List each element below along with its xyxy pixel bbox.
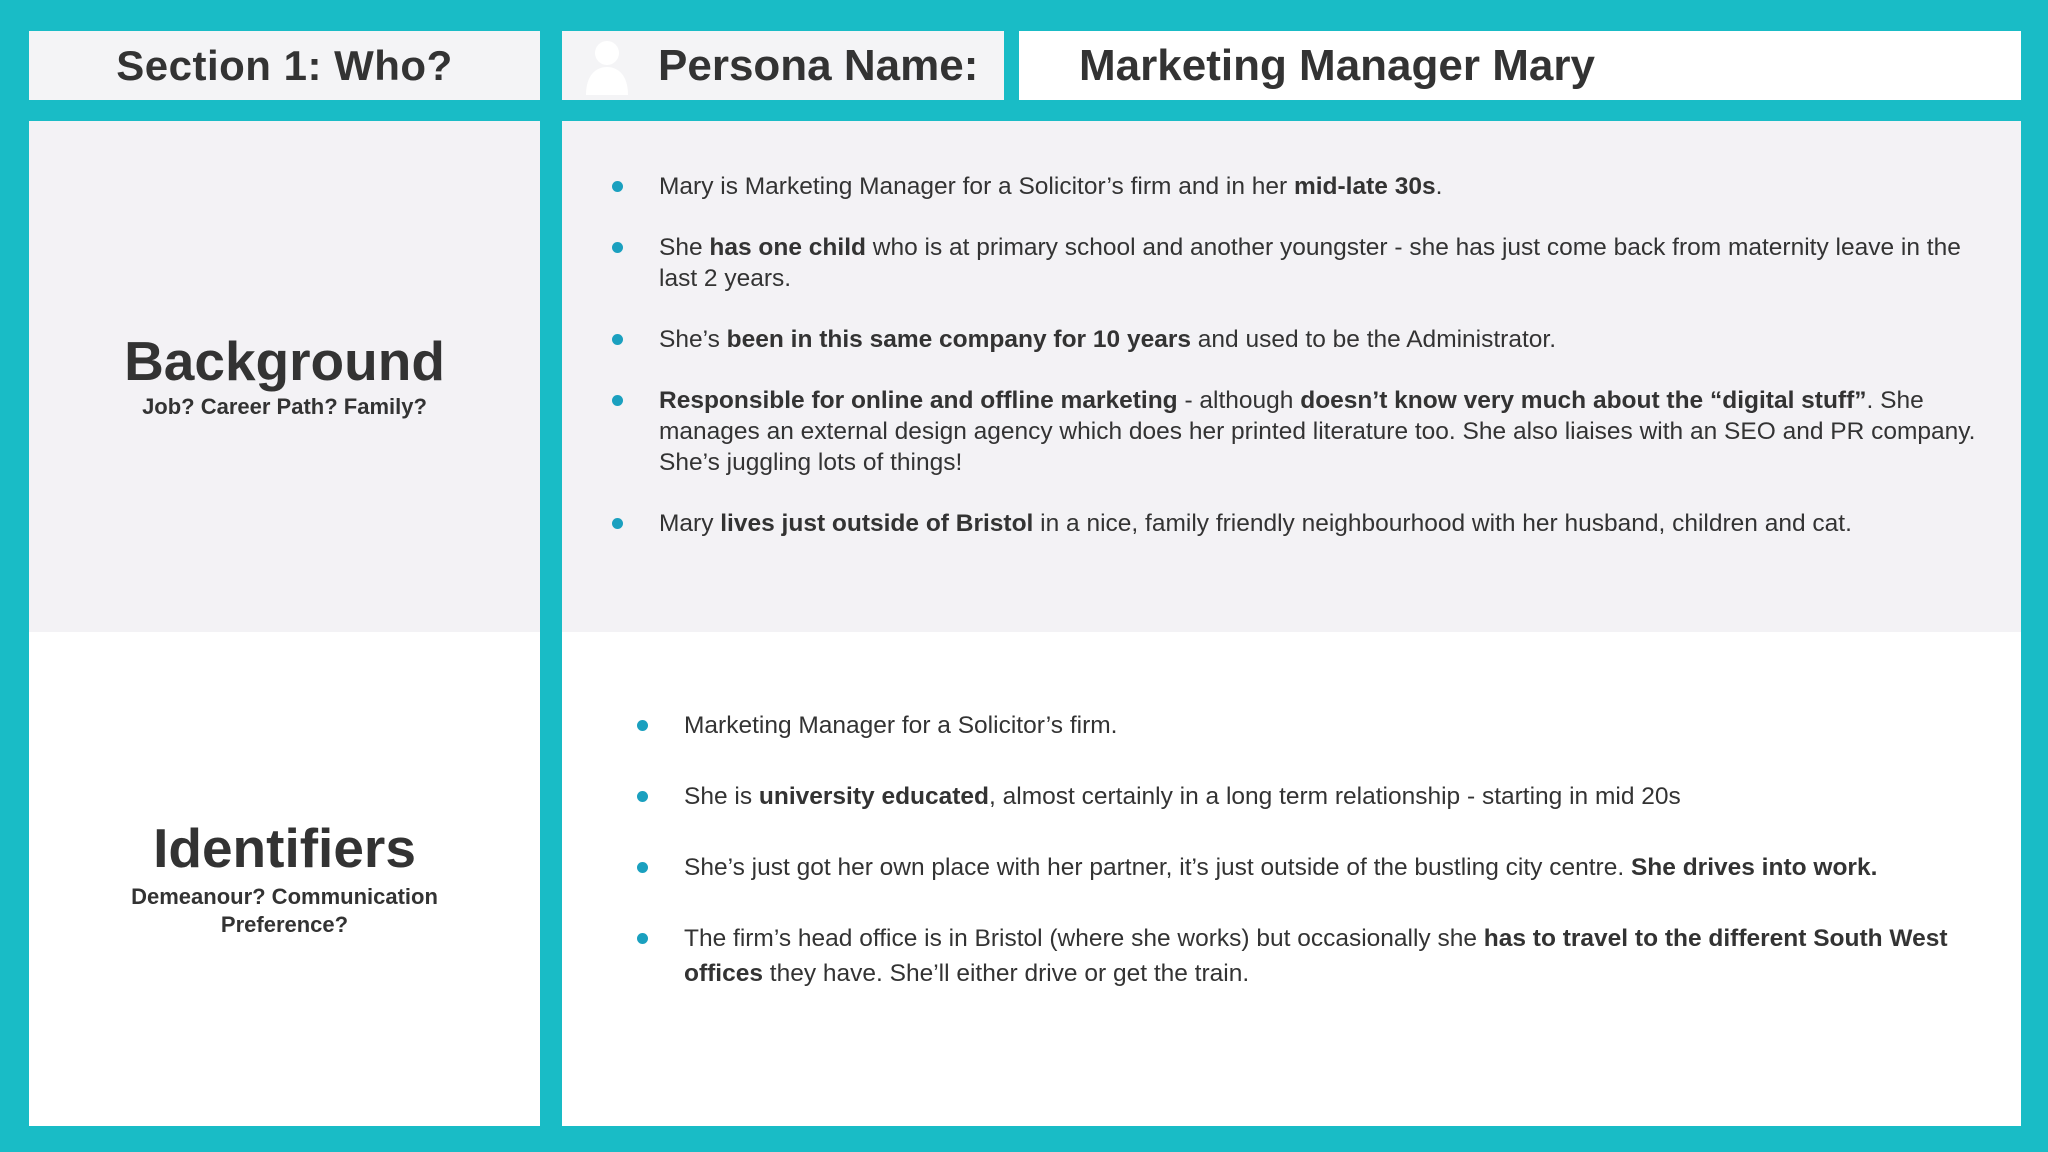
list-item <box>659 385 1999 478</box>
bullet-dot-icon <box>637 791 648 802</box>
identifiers-content-panel <box>562 632 2021 1126</box>
persona-name-label: Persona Name: <box>658 40 979 90</box>
bold-text: has one child <box>709 234 866 261</box>
list-item <box>684 850 2004 885</box>
bullet-dot-icon <box>612 242 623 253</box>
text: Marketing Manager for a Solicitor’s firm. <box>684 712 1118 739</box>
background-bullet-list <box>659 171 1999 569</box>
bold-text: lives just outside of Bristol <box>720 510 1034 537</box>
bold-text: been in this same company for 10 years <box>726 326 1191 353</box>
text: She’s just got her own place with her partner, it’s just outside of the bustling city centre. <box>684 854 1631 881</box>
bullet-dot-icon <box>612 334 623 345</box>
text: . She manages an external design agency which does her printed literature too. She also liaises with an SEO and PR company. She’s juggling lots of things! <box>659 387 1976 476</box>
list-item <box>684 921 2004 991</box>
text: The firm’s head office is in Bristol (where she works) but occasionally she <box>684 925 1484 952</box>
text: - although <box>1177 387 1301 414</box>
list-item <box>659 508 1999 539</box>
person-silhouette-icon <box>584 37 630 95</box>
background-heading: Background <box>124 329 445 392</box>
bold-text: university educated <box>758 783 990 810</box>
text: they have. She’ll either drive or get the train. <box>762 960 1250 987</box>
background-label-panel <box>29 121 540 632</box>
bold-text: has to travel to the different South West offices <box>684 925 1948 987</box>
bold-text: doesn’t know very much about the “digital stuff” <box>1300 387 1867 414</box>
bullet-dot-icon <box>637 933 648 944</box>
bullet-dot-icon <box>612 518 623 529</box>
bullet-dot-icon <box>612 395 623 406</box>
bullet-dot-icon <box>637 862 648 873</box>
text: and used to be the Administrator. <box>1190 326 1556 353</box>
text: She’s <box>659 326 727 353</box>
persona-name: Marketing Manager Mary <box>1079 40 1595 90</box>
identifiers-subheading: Demeanour? Communication Preference? <box>131 884 438 937</box>
identifiers-label-panel <box>29 632 540 1126</box>
persona-name-box <box>1019 31 2021 100</box>
section-title: Section 1: Who? <box>116 41 453 89</box>
text: Mary is Marketing Manager for a Solicitor’s firm and in her <box>659 173 1294 200</box>
list-item <box>659 324 1999 355</box>
background-content-panel <box>562 121 2021 632</box>
text: in a nice, family friendly neighbourhood with her husband, children and cat. <box>1033 510 1852 537</box>
list-item <box>684 708 2004 743</box>
bold-text: mid-late 30s <box>1293 173 1436 200</box>
bold-text: Responsible for online and offline marketing <box>659 387 1178 414</box>
bullet-dot-icon <box>612 181 623 192</box>
bullet-dot-icon <box>637 720 648 731</box>
list-item <box>684 779 2004 814</box>
text: She is <box>684 783 759 810</box>
list-item <box>659 171 1999 202</box>
identifiers-heading: Identifiers <box>153 816 416 879</box>
text: She <box>659 234 710 261</box>
bold-text: She drives into work. <box>1630 854 1878 881</box>
text: who is at primary school and another youngster - she has just come back from maternity leave in the last 2 years. <box>659 234 1961 292</box>
text: , almost certainly in a long term relationship - starting in mid 20s <box>989 783 1681 810</box>
background-subheading: Job? Career Path? Family? <box>142 393 427 419</box>
list-item <box>659 232 1999 294</box>
section-title-box <box>29 31 540 100</box>
identifiers-bullet-list <box>684 708 2004 1027</box>
text: Mary <box>659 510 721 537</box>
persona-label-box <box>562 31 1004 100</box>
text: . <box>1435 173 1443 200</box>
